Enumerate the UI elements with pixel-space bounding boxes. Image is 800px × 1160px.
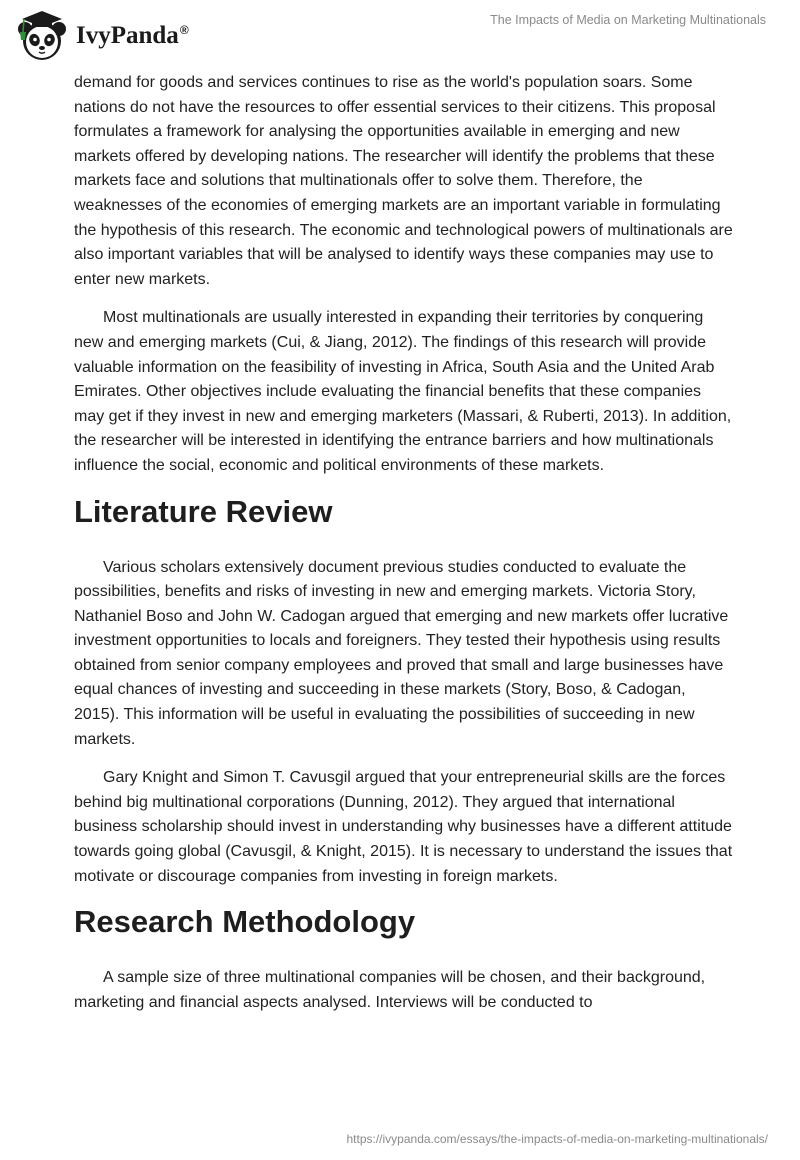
heading-literature-review: Literature Review (74, 493, 333, 529)
page-header (0, 0, 800, 72)
document-title: The Impacts of Media on Marketing Multinationals (490, 13, 766, 27)
paragraph-literature-1: Various scholars extensively document previous studies conducted to evaluate the possibilities, benefits and risks of investing in new and emerging markets. Victoria Story, Nathaniel Boso and John W. Cadogan argued that emerging and new markets offer lucrative investment opportunities to locals and foreigners. They tested their hypothesis using results obtained from senior company employees and proved that small and large businesses have equal chances of investing and succeeding in these markets (Story, Boso, & Cadogan, 2015). This information will be useful in evaluating the possibilities of succeeding in new markets. (74, 558, 729, 748)
paragraph-literature-2: Gary Knight and Simon T. Cavusgil argued that your entrepreneurial skills are the forces behind big multinational corporations (Dunning, 2012). They argued that international business scholarship should invest in understanding why businesses have a different attitude towards going global (Cavusgil, & Knight, 2015). It is necessary to understand the issues that motivate or discourage companies from investing in foreign markets. (74, 769, 733, 885)
paragraph-objectives: Most multinationals are usually interested in expanding their territories by conquering new and emerging markets (Cui, & Jiang, 2012). The findings of this research will provide valuable information on the feasibility of investing in Africa, South Asia and the United Arab Emirates. Other objectives include evaluating the financial benefits that these companies may get if they invest in new and emerging marketers (Massari, & Ruberti, 2013). In addition, the researcher will be interested in identifying the entrance barriers and how multinationals influence the social, economic and political environments of these markets. (74, 309, 732, 474)
ivypanda-logo[interactable] (14, 8, 189, 64)
paragraph-continuation: demand for goods and services continues to rise as the world's population soars. Some nations do not have the resources to offer essential services to their citizens. This proposal formulates a framework for analysing the opportunities available in emerging and new markets offered by developing nations. The researcher will identify the problems that these markets face and solutions that multinationals offer to solve them. Therefore, the weaknesses of the economies of emerging markets are an important variable in formulating the hypothesis of this research. The economic and technological powers of multinationals are also important variables that will be analysed to identify ways these companies may use to enter new markets. (74, 74, 733, 288)
panda-graduate-icon (14, 8, 70, 64)
source-url[interactable]: https://ivypanda.com/essays/the-impacts-of-media-on-marketing-multinationals/ (346, 1132, 768, 1146)
heading-research-methodology: Research Methodology (74, 904, 416, 940)
brand-name: IvyPanda® (76, 22, 189, 49)
essay-content (74, 71, 734, 1015)
paragraph-methodology: A sample size of three multinational companies will be chosen, and their background, marketing and financial aspects analysed. Interviews will be conducted to (74, 969, 706, 1011)
